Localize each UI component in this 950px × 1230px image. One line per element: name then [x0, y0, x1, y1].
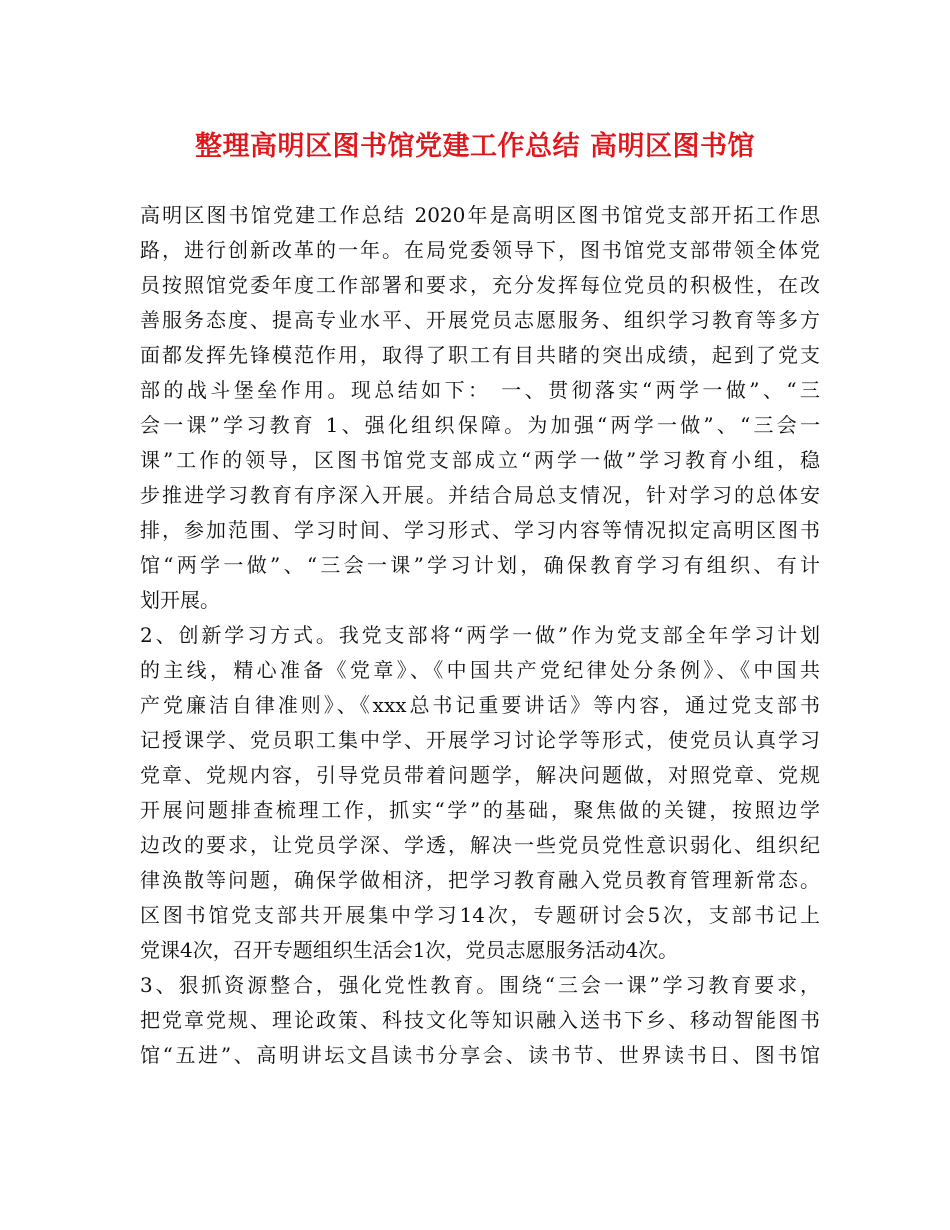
paragraph-line: 排，参加范围、学习时间、学习形式、学习内容等情况拟定高明区图书 — [140, 518, 820, 542]
paragraph-line: 律涣散等问题，确保学做相济，把学习教育融入党员教育管理新常态。 — [140, 868, 820, 892]
paragraph-line: 高明区图书馆党建工作总结 2020年是高明区图书馆党支部开拓工作思 — [140, 203, 820, 227]
paragraph-line: 2、创新学习方式。我党支部将“两学一做”作为党支部全年学习计划 — [140, 623, 820, 647]
paragraph-line: 员按照馆党委年度工作部署和要求，充分发挥每位党员的积极性，在改 — [140, 273, 820, 297]
paragraph-line: 3、狠抓资源整合，强化党性教育。围绕“三会一课”学习教育要求， — [140, 973, 820, 997]
paragraph-line: 路，进行创新改革的一年。在局党委领导下，图书馆党支部带领全体党 — [140, 238, 820, 262]
paragraph-line: 把党章党规、理论政策、科技文化等知识融入送书下乡、移动智能图书 — [140, 1008, 820, 1032]
paragraph-line: 划开展。 — [140, 588, 220, 612]
paragraph-line: 馆“五进”、高明讲坛文昌读书分享会、读书节、世界读书日、图书馆 — [140, 1043, 820, 1067]
paragraph-line: 部的战斗堡垒作用。现总结如下： 一、贯彻落实“两学一做”、“三 — [140, 378, 820, 402]
paragraph-line: 开展问题排查梳理工作，抓实“学”的基础，聚焦做的关键，按照边学 — [140, 798, 820, 822]
paragraph-line: 区图书馆党支部共开展集中学习14次，专题研讨会5次，支部书记上 — [140, 903, 820, 927]
paragraph-line: 党课4次，召开专题组织生活会1次，党员志愿服务活动4次。 — [140, 938, 679, 962]
paragraph-line: 面都发挥先锋模范作用，取得了职工有目共睹的突出成绩，起到了党支 — [140, 343, 820, 367]
paragraph-line: 善服务态度、提高专业水平、开展党员志愿服务、组织学习教育等多方 — [140, 308, 820, 332]
paragraph-line: 的主线，精心准备《党章》、《中国共产党纪律处分条例》、《中国共 — [140, 658, 820, 682]
paragraph-line: 会一课”学习教育 1、强化组织保障。为加强“两学一做”、“三会一 — [140, 413, 820, 437]
paragraph-line: 党章、党规内容，引导党员带着问题学，解决问题做，对照党章、党规 — [140, 763, 820, 787]
paragraph-line: 边改的要求，让党员学深、学透，解决一些党员党性意识弱化、组织纪 — [140, 833, 820, 857]
document-title: 整理高明区图书馆党建工作总结 高明区图书馆 — [195, 131, 755, 162]
paragraph-line: 记授课学、党员职工集中学、开展学习讨论学等形式，使党员认真学习 — [140, 728, 820, 752]
paragraph-line: 课”工作的领导，区图书馆党支部成立“两学一做”学习教育小组，稳 — [140, 448, 820, 472]
paragraph-line: 馆“两学一做”、“三会一课”学习计划，确保教育学习有组织、有计 — [140, 553, 820, 577]
document-body — [140, 198, 820, 1073]
paragraph-line: 产党廉洁自律准则》、《xxx总书记重要讲话》等内容，通过党支部书 — [140, 693, 820, 717]
paragraph-line: 步推进学习教育有序深入开展。并结合局总支情况，针对学习的总体安 — [140, 483, 820, 507]
